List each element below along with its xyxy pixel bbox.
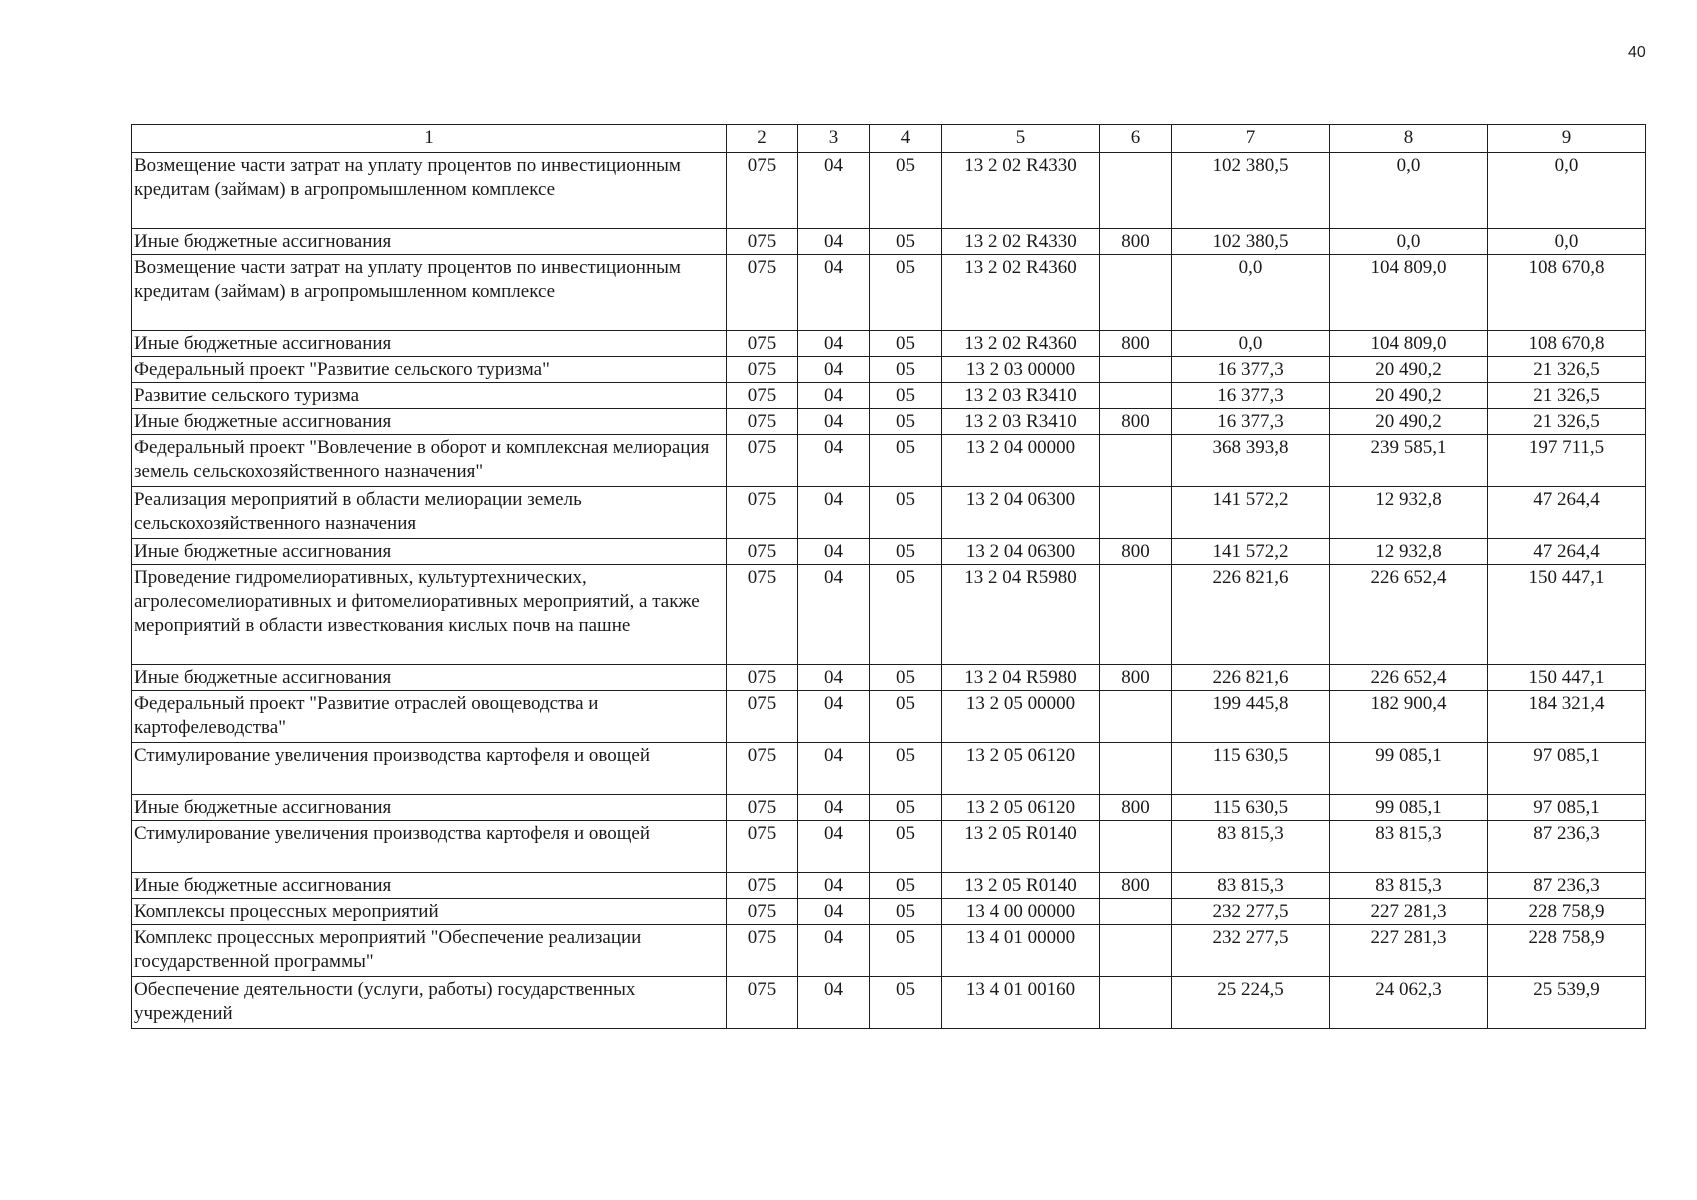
- table-row: [132, 665, 1646, 691]
- row-amount-col9-cell: 97 085,1: [1488, 795, 1646, 821]
- row-section-cell: 04: [798, 873, 870, 899]
- row-section-cell: 04: [798, 899, 870, 925]
- row-amount-col9-cell: 228 758,9: [1488, 899, 1646, 925]
- row-amount-col7-cell: 0,0: [1172, 255, 1330, 331]
- row-amount-col8-cell: 182 900,4: [1330, 691, 1488, 743]
- row-subsection-cell: 05: [870, 743, 942, 795]
- header-col-7: 7: [1172, 125, 1330, 153]
- row-amount-col9-cell: 150 447,1: [1488, 665, 1646, 691]
- row-amount-col9-cell: 108 670,8: [1488, 255, 1646, 331]
- row-admin-code-cell: 075: [727, 255, 798, 331]
- header-col-3: 3: [798, 125, 870, 153]
- row-amount-col8-cell: 226 652,4: [1330, 565, 1488, 665]
- row-expense-type-cell: 800: [1100, 795, 1172, 821]
- row-amount-col9-cell: 25 539,9: [1488, 977, 1646, 1029]
- row-name-cell: Федеральный проект "Вовлечение в оборот и комплексная мелиорация земель сельскохозяйственного назначения": [132, 435, 727, 487]
- row-expense-type-cell: 800: [1100, 331, 1172, 357]
- table-row: [132, 409, 1646, 435]
- row-target-article-cell: 13 2 03 R3410: [942, 409, 1100, 435]
- row-amount-col7-cell: 83 815,3: [1172, 873, 1330, 899]
- row-subsection-cell: 05: [870, 357, 942, 383]
- row-amount-col7-cell: 102 380,5: [1172, 229, 1330, 255]
- row-amount-col8-cell: 12 932,8: [1330, 539, 1488, 565]
- table-row: [132, 435, 1646, 487]
- row-expense-type-cell: [1100, 925, 1172, 977]
- row-section-cell: 04: [798, 409, 870, 435]
- row-amount-col8-cell: 83 815,3: [1330, 873, 1488, 899]
- row-amount-col8-cell: 20 490,2: [1330, 383, 1488, 409]
- row-target-article-cell: 13 2 05 06120: [942, 743, 1100, 795]
- row-amount-col8-cell: 20 490,2: [1330, 357, 1488, 383]
- row-admin-code-cell: 075: [727, 383, 798, 409]
- row-admin-code-cell: 075: [727, 795, 798, 821]
- row-name-cell: Возмещение части затрат на уплату процентов по инвестиционным кредитам (займам) в агропромышленном комплексе: [132, 153, 727, 229]
- row-amount-col8-cell: 0,0: [1330, 153, 1488, 229]
- page-number: 40: [1628, 44, 1646, 61]
- row-amount-col8-cell: 104 809,0: [1330, 331, 1488, 357]
- row-amount-col7-cell: 226 821,6: [1172, 665, 1330, 691]
- table-row: [132, 229, 1646, 255]
- row-admin-code-cell: 075: [727, 977, 798, 1029]
- row-amount-col9-cell: 87 236,3: [1488, 821, 1646, 873]
- row-admin-code-cell: 075: [727, 565, 798, 665]
- row-amount-col8-cell: 104 809,0: [1330, 255, 1488, 331]
- row-expense-type-cell: [1100, 691, 1172, 743]
- row-admin-code-cell: 075: [727, 229, 798, 255]
- row-name-cell: Обеспечение деятельности (услуги, работы) государственных учреждений: [132, 977, 727, 1029]
- table-row: [132, 255, 1646, 331]
- row-amount-col9-cell: 47 264,4: [1488, 539, 1646, 565]
- row-target-article-cell: 13 2 02 R4360: [942, 331, 1100, 357]
- row-name-cell: Федеральный проект "Развитие отраслей овощеводства и картофелеводства": [132, 691, 727, 743]
- row-name-cell: Стимулирование увеличения производства картофеля и овощей: [132, 743, 727, 795]
- row-section-cell: 04: [798, 487, 870, 539]
- row-expense-type-cell: 800: [1100, 229, 1172, 255]
- table-row: [132, 331, 1646, 357]
- row-target-article-cell: 13 2 04 06300: [942, 539, 1100, 565]
- row-admin-code-cell: 075: [727, 691, 798, 743]
- row-amount-col7-cell: 141 572,2: [1172, 487, 1330, 539]
- row-amount-col7-cell: 16 377,3: [1172, 383, 1330, 409]
- budget-table: [131, 124, 1646, 1029]
- row-expense-type-cell: 800: [1100, 539, 1172, 565]
- row-expense-type-cell: [1100, 821, 1172, 873]
- row-section-cell: 04: [798, 691, 870, 743]
- row-expense-type-cell: 800: [1100, 665, 1172, 691]
- table-row: [132, 977, 1646, 1029]
- row-section-cell: 04: [798, 977, 870, 1029]
- row-subsection-cell: 05: [870, 153, 942, 229]
- table-row: [132, 873, 1646, 899]
- row-amount-col7-cell: 25 224,5: [1172, 977, 1330, 1029]
- row-name-cell: Иные бюджетные ассигнования: [132, 665, 727, 691]
- row-name-cell: Стимулирование увеличения производства картофеля и овощей: [132, 821, 727, 873]
- table-row: [132, 925, 1646, 977]
- row-admin-code-cell: 075: [727, 409, 798, 435]
- row-amount-col7-cell: 115 630,5: [1172, 743, 1330, 795]
- row-target-article-cell: 13 4 00 00000: [942, 899, 1100, 925]
- row-amount-col8-cell: 83 815,3: [1330, 821, 1488, 873]
- row-amount-col9-cell: 197 711,5: [1488, 435, 1646, 487]
- row-target-article-cell: 13 2 04 R5980: [942, 565, 1100, 665]
- row-amount-col9-cell: 108 670,8: [1488, 331, 1646, 357]
- row-amount-col8-cell: 0,0: [1330, 229, 1488, 255]
- row-amount-col9-cell: 21 326,5: [1488, 409, 1646, 435]
- row-target-article-cell: 13 2 05 06120: [942, 795, 1100, 821]
- row-admin-code-cell: 075: [727, 357, 798, 383]
- row-target-article-cell: 13 2 02 R4360: [942, 255, 1100, 331]
- row-name-cell: Иные бюджетные ассигнования: [132, 229, 727, 255]
- row-admin-code-cell: 075: [727, 925, 798, 977]
- row-section-cell: 04: [798, 665, 870, 691]
- row-section-cell: 04: [798, 331, 870, 357]
- row-subsection-cell: 05: [870, 255, 942, 331]
- row-subsection-cell: 05: [870, 435, 942, 487]
- row-target-article-cell: 13 2 04 R5980: [942, 665, 1100, 691]
- row-target-article-cell: 13 2 05 00000: [942, 691, 1100, 743]
- header-col-2: 2: [727, 125, 798, 153]
- row-amount-col8-cell: 227 281,3: [1330, 899, 1488, 925]
- row-amount-col7-cell: 141 572,2: [1172, 539, 1330, 565]
- row-amount-col7-cell: 368 393,8: [1172, 435, 1330, 487]
- row-section-cell: 04: [798, 539, 870, 565]
- row-amount-col9-cell: 47 264,4: [1488, 487, 1646, 539]
- table-row: [132, 539, 1646, 565]
- row-amount-col7-cell: 199 445,8: [1172, 691, 1330, 743]
- row-target-article-cell: 13 2 04 06300: [942, 487, 1100, 539]
- row-subsection-cell: 05: [870, 409, 942, 435]
- row-subsection-cell: 05: [870, 821, 942, 873]
- row-expense-type-cell: [1100, 487, 1172, 539]
- row-name-cell: Комплексы процессных мероприятий: [132, 899, 727, 925]
- table-row: [132, 691, 1646, 743]
- table-row: [132, 357, 1646, 383]
- row-admin-code-cell: 075: [727, 743, 798, 795]
- row-amount-col8-cell: 227 281,3: [1330, 925, 1488, 977]
- row-section-cell: 04: [798, 435, 870, 487]
- row-amount-col9-cell: 87 236,3: [1488, 873, 1646, 899]
- header-col-5: 5: [942, 125, 1100, 153]
- row-subsection-cell: 05: [870, 795, 942, 821]
- row-target-article-cell: 13 2 02 R4330: [942, 229, 1100, 255]
- row-section-cell: 04: [798, 795, 870, 821]
- row-subsection-cell: 05: [870, 977, 942, 1029]
- row-amount-col9-cell: 21 326,5: [1488, 383, 1646, 409]
- row-section-cell: 04: [798, 925, 870, 977]
- row-amount-col7-cell: 232 277,5: [1172, 899, 1330, 925]
- row-admin-code-cell: 075: [727, 539, 798, 565]
- header-col-4: 4: [870, 125, 942, 153]
- row-subsection-cell: 05: [870, 229, 942, 255]
- row-section-cell: 04: [798, 821, 870, 873]
- row-name-cell: Развитие сельского туризма: [132, 383, 727, 409]
- row-amount-col8-cell: 24 062,3: [1330, 977, 1488, 1029]
- row-subsection-cell: 05: [870, 665, 942, 691]
- table-row: [132, 565, 1646, 665]
- row-target-article-cell: 13 2 03 R3410: [942, 383, 1100, 409]
- row-amount-col7-cell: 115 630,5: [1172, 795, 1330, 821]
- row-name-cell: Иные бюджетные ассигнования: [132, 331, 727, 357]
- row-name-cell: Комплекс процессных мероприятий "Обеспечение реализации государственной программы": [132, 925, 727, 977]
- table-row: [132, 383, 1646, 409]
- row-amount-col7-cell: 16 377,3: [1172, 357, 1330, 383]
- row-amount-col8-cell: 99 085,1: [1330, 795, 1488, 821]
- row-expense-type-cell: [1100, 435, 1172, 487]
- row-expense-type-cell: [1100, 899, 1172, 925]
- row-section-cell: 04: [798, 229, 870, 255]
- table-row: [132, 821, 1646, 873]
- table-row: [132, 487, 1646, 539]
- row-subsection-cell: 05: [870, 899, 942, 925]
- row-section-cell: 04: [798, 383, 870, 409]
- row-expense-type-cell: 800: [1100, 873, 1172, 899]
- row-amount-col8-cell: 239 585,1: [1330, 435, 1488, 487]
- table-header: [132, 125, 1646, 153]
- table-row: [132, 899, 1646, 925]
- row-expense-type-cell: [1100, 153, 1172, 229]
- row-name-cell: Федеральный проект "Развитие сельского туризма": [132, 357, 727, 383]
- row-expense-type-cell: [1100, 743, 1172, 795]
- row-amount-col9-cell: 184 321,4: [1488, 691, 1646, 743]
- row-admin-code-cell: 075: [727, 665, 798, 691]
- row-subsection-cell: 05: [870, 487, 942, 539]
- row-amount-col8-cell: 226 652,4: [1330, 665, 1488, 691]
- row-subsection-cell: 05: [870, 331, 942, 357]
- row-expense-type-cell: [1100, 383, 1172, 409]
- row-amount-col8-cell: 99 085,1: [1330, 743, 1488, 795]
- row-amount-col7-cell: 102 380,5: [1172, 153, 1330, 229]
- header-col-1: 1: [132, 125, 727, 153]
- row-amount-col9-cell: 150 447,1: [1488, 565, 1646, 665]
- row-name-cell: Возмещение части затрат на уплату процентов по инвестиционным кредитам (займам) в агропромышленном комплексе: [132, 255, 727, 331]
- row-amount-col9-cell: 0,0: [1488, 229, 1646, 255]
- row-target-article-cell: 13 2 03 00000: [942, 357, 1100, 383]
- row-target-article-cell: 13 2 05 R0140: [942, 821, 1100, 873]
- row-name-cell: Реализация мероприятий в области мелиорации земель сельскохозяйственного назначения: [132, 487, 727, 539]
- row-section-cell: 04: [798, 565, 870, 665]
- row-section-cell: 04: [798, 153, 870, 229]
- row-amount-col7-cell: 16 377,3: [1172, 409, 1330, 435]
- row-subsection-cell: 05: [870, 925, 942, 977]
- row-amount-col7-cell: 0,0: [1172, 331, 1330, 357]
- row-name-cell: Иные бюджетные ассигнования: [132, 873, 727, 899]
- row-admin-code-cell: 075: [727, 153, 798, 229]
- row-target-article-cell: 13 2 02 R4330: [942, 153, 1100, 229]
- row-name-cell: Иные бюджетные ассигнования: [132, 539, 727, 565]
- row-expense-type-cell: [1100, 565, 1172, 665]
- table-body: [132, 153, 1646, 1029]
- row-section-cell: 04: [798, 255, 870, 331]
- row-amount-col9-cell: 228 758,9: [1488, 925, 1646, 977]
- row-admin-code-cell: 075: [727, 435, 798, 487]
- row-admin-code-cell: 075: [727, 331, 798, 357]
- row-target-article-cell: 13 4 01 00160: [942, 977, 1100, 1029]
- row-expense-type-cell: [1100, 255, 1172, 331]
- header-row: [132, 125, 1646, 153]
- row-subsection-cell: 05: [870, 565, 942, 665]
- row-section-cell: 04: [798, 743, 870, 795]
- row-amount-col9-cell: 21 326,5: [1488, 357, 1646, 383]
- table-row: [132, 153, 1646, 229]
- row-expense-type-cell: [1100, 977, 1172, 1029]
- row-amount-col8-cell: 12 932,8: [1330, 487, 1488, 539]
- table-row: [132, 743, 1646, 795]
- row-subsection-cell: 05: [870, 691, 942, 743]
- row-section-cell: 04: [798, 357, 870, 383]
- row-expense-type-cell: 800: [1100, 409, 1172, 435]
- row-subsection-cell: 05: [870, 539, 942, 565]
- row-admin-code-cell: 075: [727, 487, 798, 539]
- header-col-6: 6: [1100, 125, 1172, 153]
- row-subsection-cell: 05: [870, 873, 942, 899]
- row-admin-code-cell: 075: [727, 821, 798, 873]
- row-amount-col9-cell: 97 085,1: [1488, 743, 1646, 795]
- row-target-article-cell: 13 2 05 R0140: [942, 873, 1100, 899]
- row-target-article-cell: 13 4 01 00000: [942, 925, 1100, 977]
- row-amount-col9-cell: 0,0: [1488, 153, 1646, 229]
- budget-table-container: [131, 124, 1645, 1029]
- row-amount-col8-cell: 20 490,2: [1330, 409, 1488, 435]
- row-subsection-cell: 05: [870, 383, 942, 409]
- row-amount-col7-cell: 226 821,6: [1172, 565, 1330, 665]
- row-name-cell: Иные бюджетные ассигнования: [132, 795, 727, 821]
- header-col-9: 9: [1488, 125, 1646, 153]
- row-target-article-cell: 13 2 04 00000: [942, 435, 1100, 487]
- row-amount-col7-cell: 232 277,5: [1172, 925, 1330, 977]
- row-admin-code-cell: 075: [727, 899, 798, 925]
- row-admin-code-cell: 075: [727, 873, 798, 899]
- row-name-cell: Иные бюджетные ассигнования: [132, 409, 727, 435]
- header-col-8: 8: [1330, 125, 1488, 153]
- row-expense-type-cell: [1100, 357, 1172, 383]
- row-amount-col7-cell: 83 815,3: [1172, 821, 1330, 873]
- row-name-cell: Проведение гидромелиоративных, культуртехнических, агролесомелиоративных и фитомелиоративных мероприятий, а также мероприятий в области известкования кислых почв на пашне: [132, 565, 727, 665]
- table-row: [132, 795, 1646, 821]
